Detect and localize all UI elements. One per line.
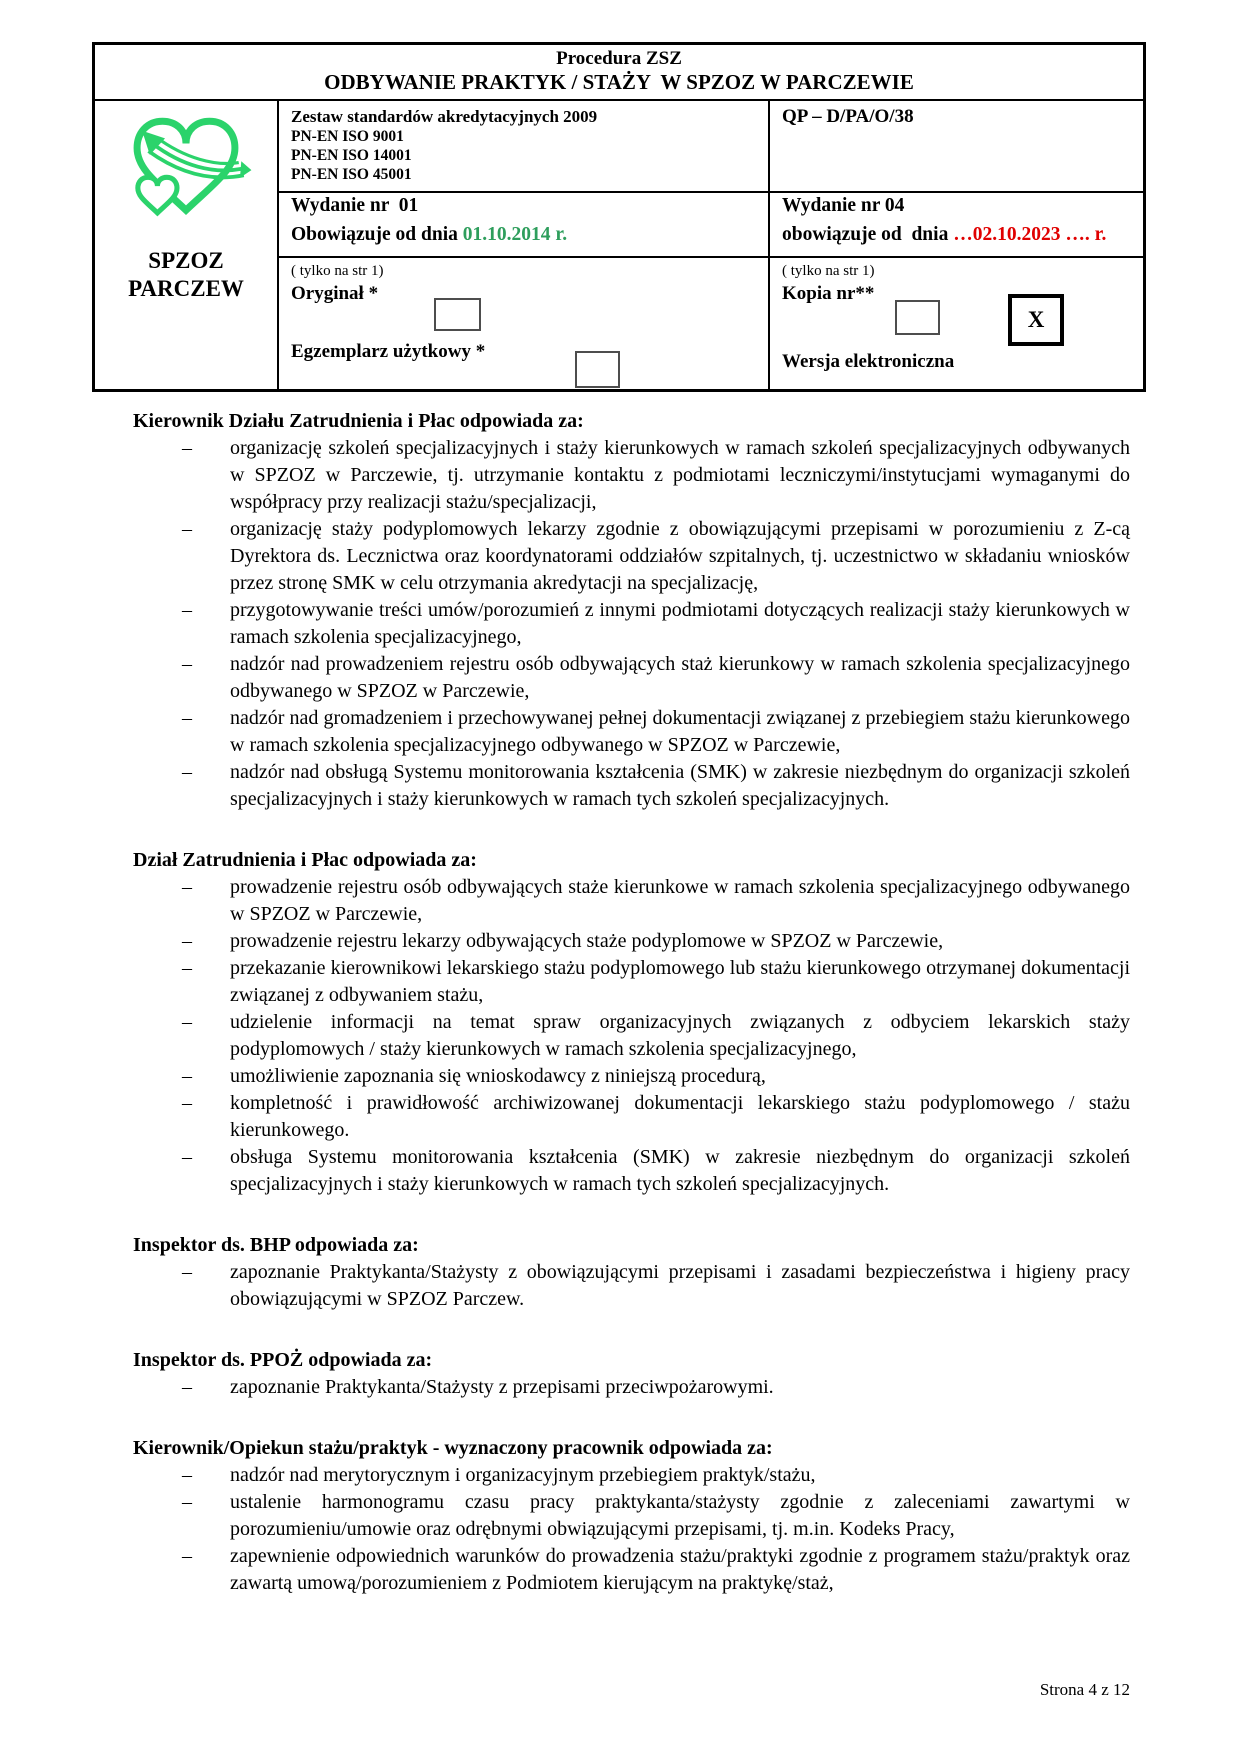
org-name-line1: SPZOZ	[148, 248, 224, 273]
dash-marker: –	[182, 653, 192, 675]
list-item-text: udzielenie informacji na temat spraw organizacyjnych związanych z odbyciem lekarskich staży podyplomowych / staży kierunkowych w ramach szkolenia specjalizacyjnego,	[230, 1011, 1130, 1060]
document-body	[133, 408, 1130, 1597]
copy-right-cell	[770, 258, 1143, 389]
list-item-text: organizację szkoleń specjalizacyjnych i staży kierunkowych w ramach szkoleń specjalizacyjnych odbywanych w SPZOZ w Parczewie, tj. utrzymanie kontaktu z podmiotami leczniczymi/instytucjami wymaganymi do współpracy przy realizacji stażu/specjalizacji,	[230, 437, 1130, 513]
list-item-text: przygotowywanie treści umów/porozumień z innymi podmiotami dotyczących realizacji staży kierunkowych w ramach szkolenia specjalizacyjnego,	[230, 599, 1130, 648]
responsibility-section	[133, 847, 1130, 1198]
dash-marker: –	[182, 930, 192, 952]
original-checkbox	[434, 298, 481, 331]
dash-marker: –	[182, 437, 192, 459]
dash-marker: –	[182, 876, 192, 898]
list-item-text: umożliwienie zapoznania się wnioskodawcy z niniejszą procedurą,	[230, 1065, 766, 1087]
list-item-text: nadzór nad prowadzeniem rejestru osób odbywających staż kierunkowy w ramach szkolenia specjalizacyjnego odbywanego w SPZOZ w Parczewie,	[230, 653, 1130, 702]
list-item	[133, 435, 1130, 516]
list-item-text: organizację staży podyplomowych lekarzy zgodnie z obowiązującymi przepisami w porozumieniu z Z-cą Dyrektora ds. Lecznictwa oraz koordynatorami oddziałów szpitalnych, tj. uczestnictwo w składaniu wniosków przez stronę SMK w celu otrzymania akredytacji na specjalizację,	[230, 518, 1130, 594]
spzoz-hearts-logo-icon	[119, 113, 253, 221]
electronic-version-label: Wersja elektroniczna	[782, 351, 955, 372]
list-item	[133, 1259, 1130, 1313]
edition-right-date-prefix: obowiązuje od dnia	[782, 224, 954, 245]
copy-left-note: ( tylko na str 1)	[291, 263, 384, 279]
dash-marker: –	[182, 761, 192, 783]
edition-right-date-line	[782, 224, 1135, 246]
list-item	[133, 705, 1130, 759]
title-row	[95, 45, 1143, 101]
list-item-text: obsługa Systemu monitorowania kształcenia (SMK) w zakresie niezbędnym do organizacji szkoleń specjalizacyjnych i staży kierunkowych w ramach tych szkoleń specjalizacyjnych.	[230, 1146, 1130, 1195]
edition-right-cell	[770, 193, 1143, 258]
list-item-text: przekazanie kierownikowi lekarskiego stażu podyplomowego lub stażu kierunkowego otrzymanej dokumentacji związanej z odbywaniem stażu,	[230, 957, 1130, 1006]
edition-left-number: Wydanie nr 01	[291, 195, 419, 216]
dash-marker: –	[182, 599, 192, 621]
iso-9001: PN-EN ISO 9001	[291, 128, 404, 145]
user-copy-label: Egzemplarz użytkowy *	[291, 341, 486, 362]
list-item	[133, 516, 1130, 597]
standards-cell	[279, 101, 770, 193]
dash-marker: –	[182, 1011, 192, 1033]
org-name	[128, 247, 244, 303]
list-item	[133, 874, 1130, 928]
copy-number-label: Kopia nr**	[782, 283, 875, 304]
dash-marker: –	[182, 1092, 192, 1114]
list-item-text: prowadzenie rejestru lekarzy odbywających staże podyplomowe w SPZOZ w Parczewie,	[230, 930, 944, 952]
edition-left-date-line	[291, 224, 758, 246]
list-item	[133, 1063, 1130, 1090]
dash-marker: –	[182, 1376, 192, 1398]
procedure-header-table	[92, 42, 1146, 392]
section-items	[133, 1374, 1130, 1401]
dash-marker: –	[182, 707, 192, 729]
section-items	[133, 874, 1130, 1198]
dash-marker: –	[182, 1491, 192, 1513]
standards-title: Zestaw standardów akredytacyjnych 2009	[291, 107, 598, 126]
section-items	[133, 435, 1130, 813]
dash-marker: –	[182, 1464, 192, 1486]
doc-code-cell	[770, 101, 1143, 193]
dash-marker: –	[182, 1545, 192, 1567]
iso-14001: PN-EN ISO 14001	[291, 147, 412, 164]
list-item	[133, 928, 1130, 955]
list-item	[133, 1009, 1130, 1063]
responsibility-section	[133, 1347, 1130, 1401]
section-items	[133, 1259, 1130, 1313]
section-heading: Kierownik/Opiekun stażu/praktyk - wyznaczony pracownik odpowiada za:	[133, 1437, 773, 1459]
responsibility-section	[133, 1435, 1130, 1597]
page-number: Strona 4 z 12	[1039, 1680, 1130, 1699]
copy-right-note: ( tylko na str 1)	[782, 263, 875, 279]
dash-marker: –	[182, 518, 192, 540]
list-item-text: zapewnienie odpowiednich warunków do prowadzenia stażu/praktyki zgodnie z programem stażu/praktyk oraz zawartą umową/porozumieniem z Podmiotem kierującym na praktykę/staż,	[230, 1545, 1130, 1594]
section-items	[133, 1462, 1130, 1597]
edition-left-cell	[279, 193, 770, 258]
list-item-text: zapoznanie Praktykanta/Stażysty z przepisami przeciwpożarowymi.	[230, 1376, 774, 1398]
list-item	[133, 1462, 1130, 1489]
list-item	[133, 1374, 1130, 1401]
section-heading: Kierownik Działu Zatrudnienia i Płac odpowiada za:	[133, 410, 584, 432]
iso-45001: PN-EN ISO 45001	[291, 166, 412, 183]
edition-right-number: Wydanie nr 04	[782, 195, 905, 216]
copy-number-checkbox	[895, 300, 940, 335]
list-item	[133, 597, 1130, 651]
list-item-text: nadzór nad merytorycznym i organizacyjnym przebiegiem praktyk/stażu,	[230, 1464, 816, 1486]
edition-left-date-prefix: Obowiązuje od dnia	[291, 224, 463, 245]
list-item-text: kompletność i prawidłowość archiwizowanej dokumentacji lekarskiego stażu podyplomowego / stażu kierunkowego.	[230, 1092, 1130, 1141]
list-item	[133, 955, 1130, 1009]
list-item	[133, 1489, 1130, 1543]
dash-marker: –	[182, 1261, 192, 1283]
list-item	[133, 1090, 1130, 1144]
section-heading: Inspektor ds. PPOŻ odpowiada za:	[133, 1349, 433, 1371]
list-item	[133, 1144, 1130, 1198]
section-heading: Dział Zatrudnienia i Płac odpowiada za:	[133, 849, 477, 871]
list-item	[133, 759, 1130, 813]
procedure-title: Procedura ZSZ	[556, 48, 682, 69]
list-item	[133, 1543, 1130, 1597]
doc-code: QP – D/PA/O/38	[782, 106, 914, 127]
dash-marker: –	[182, 1065, 192, 1087]
list-item-text: nadzór nad obsługą Systemu monitorowania kształcenia (SMK) w zakresie niezbędnym do organizacji szkoleń specjalizacyjnych i staży kierunkowych w ramach tych szkoleń specjalizacyjnych.	[230, 761, 1130, 810]
responsibility-section	[133, 1232, 1130, 1313]
x-mark: X	[1027, 307, 1045, 332]
list-item-text: nadzór nad gromadzeniem i przechowywanej pełnej dokumentacji związanej z przebiegiem stażu kierunkowego w ramach szkolenia specjalizacyjnego odbywanego w SPZOZ w Parczewie,	[230, 707, 1130, 756]
responsibility-section	[133, 408, 1130, 813]
header-grid	[95, 101, 1143, 389]
section-heading: Inspektor ds. BHP odpowiada za:	[133, 1234, 419, 1256]
electronic-version-checkbox-checked	[1008, 294, 1064, 346]
user-copy-checkbox	[575, 351, 620, 388]
copy-left-cell	[279, 258, 770, 389]
dash-marker: –	[182, 957, 192, 979]
dash-marker: –	[182, 1146, 192, 1168]
edition-right-date: …02.10.2023 …. r.	[953, 224, 1107, 245]
list-item-text: prowadzenie rejestru osób odbywających staże kierunkowe w ramach szkolenia specjalizacyjnego odbywanego w SPZOZ w Parczewie,	[230, 876, 1130, 925]
list-item	[133, 651, 1130, 705]
list-item-text: zapoznanie Praktykanta/Stażysty z obowiązującymi przepisami i zasadami bezpieczeństwa i higieny pracy obowiązującymi w SPZOZ Parczew.	[230, 1261, 1130, 1310]
edition-left-date: 01.10.2014 r.	[462, 224, 568, 245]
org-name-line2: PARCZEW	[128, 276, 244, 301]
logo-cell	[95, 101, 279, 389]
procedure-subtitle: ODBYWANIE PRAKTYK / STAŻY W SPZOZ W PARCZEWIE	[324, 70, 914, 94]
original-label: Oryginał *	[291, 283, 379, 304]
list-item-text: ustalenie harmonogramu czasu pracy praktykanta/stażysty zgodnie z zaleceniami zawartymi w porozumieniu/umowie oraz odrębnymi obwiązującymi przepisami, tj. m.in. Kodeks Pracy,	[230, 1491, 1130, 1540]
